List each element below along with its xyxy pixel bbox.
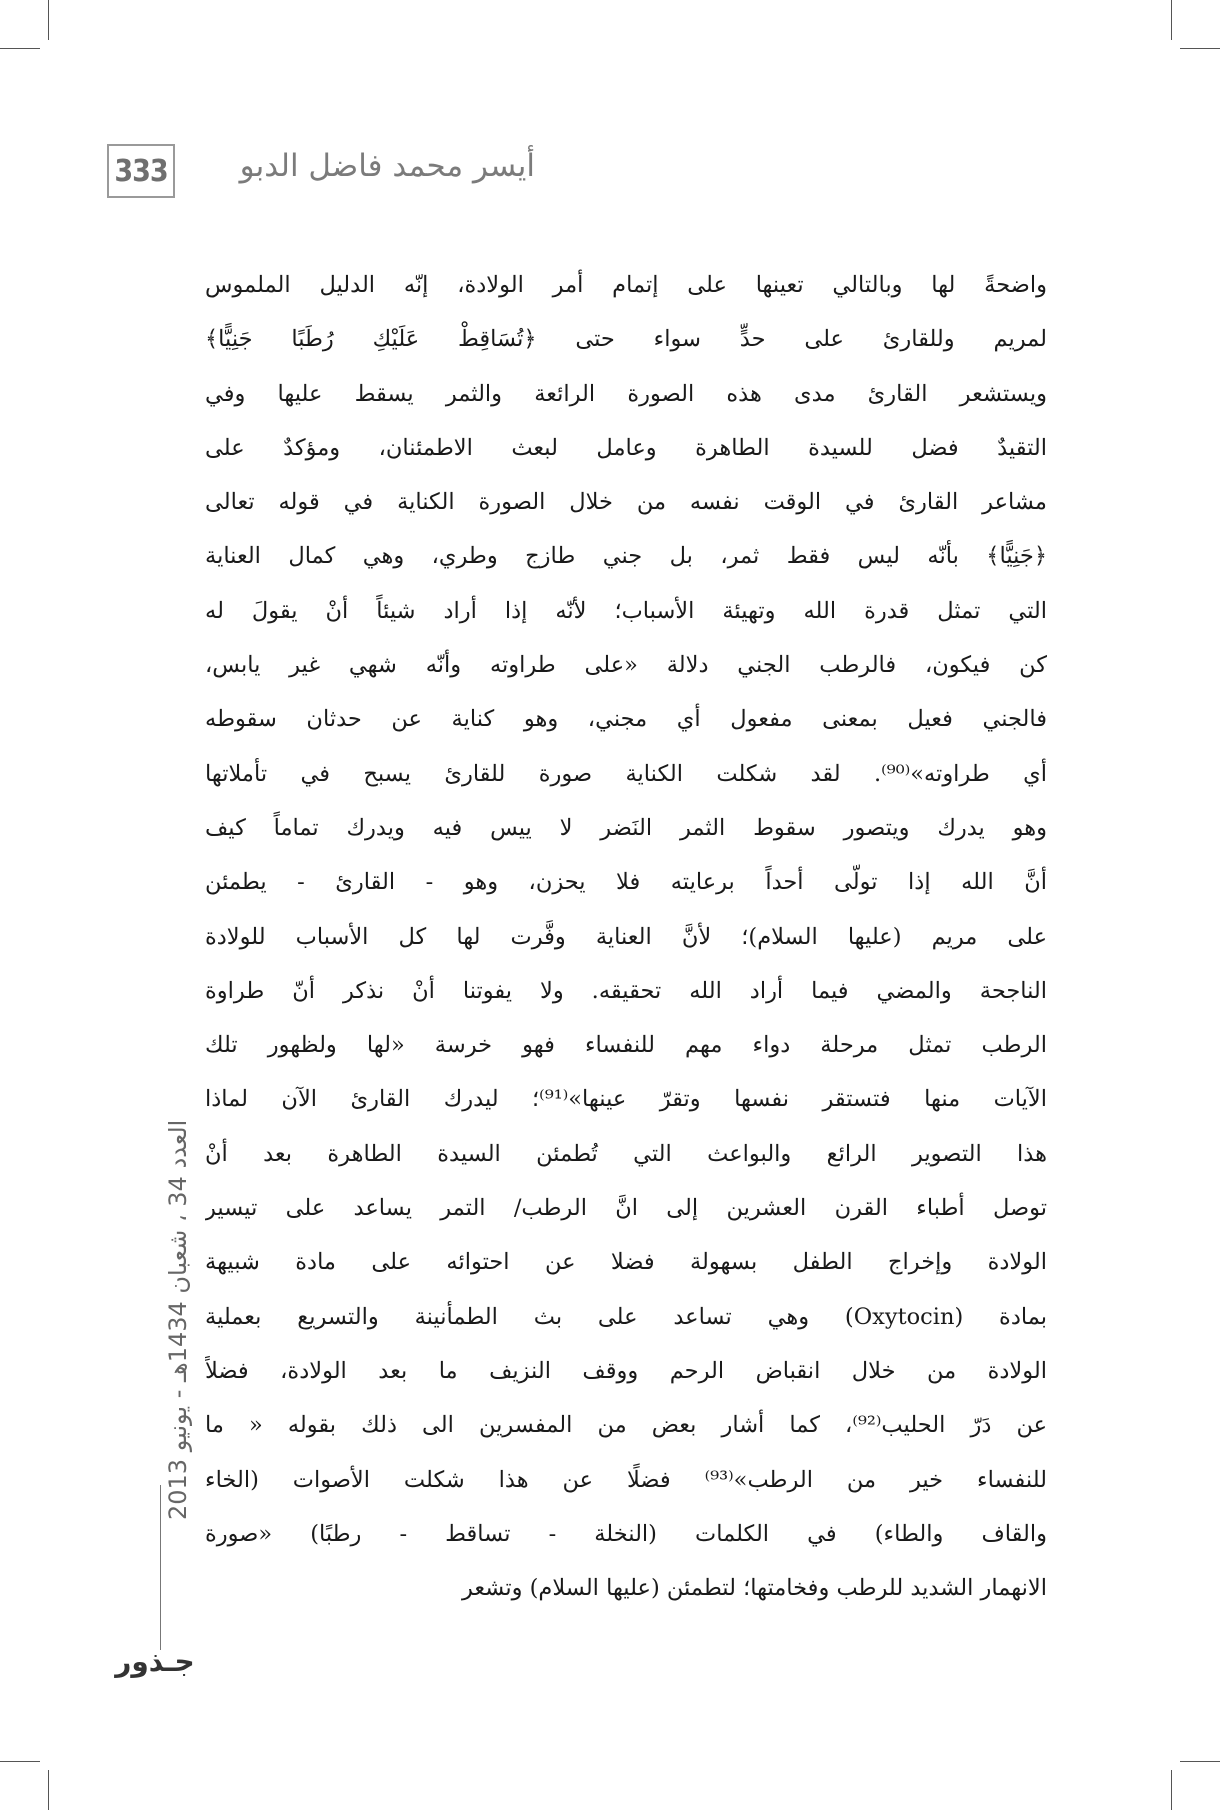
body-line: ﴿جَنِيًّا﴾ بأنّه ليس فقط ثمر، بل جني طازج وطري، وهي كمال العناية [205, 543, 1047, 570]
crop-mark [0, 48, 40, 49]
crop-mark [1171, 1770, 1172, 1810]
article-body [205, 258, 1047, 1615]
body-line: الانهمار الشديد للرطب وفخامتها؛ لتطمئن (عليها السلام) وتشعر [462, 1575, 1047, 1602]
body-line: مشاعر القارئ في الوقت نفسه من خلال الصورة الكناية في قوله تعالى [205, 489, 1047, 516]
side-divider [160, 1485, 161, 1650]
body-line: بمادة (Oxytocin) وهي تساعد على بث الطمأنينة والتسريع بعملية [205, 1303, 1047, 1330]
body-line: واضحةً لها وبالتالي تعينها على إتمام أمر الولادة، إنّه الدليل الملموس [205, 272, 1047, 298]
body-line: فالجني فعيل بمعنى مفعول أي مجني، وهو كناية عن حدثان سقوطه [205, 706, 1047, 733]
body-line: الولادة من خلال انقباض الرحم ووقف النزيف ما بعد الولادة، فضلاً [205, 1357, 1047, 1384]
body-line: أنَّ الله إذا تولّى أحداً برعايته فلا يحزن، وهو - القارئ - يطمئن [205, 869, 1047, 896]
body-line: الولادة وإخراج الطفل بسهولة فضلا عن احتوائه على مادة شبيهة [205, 1249, 1047, 1276]
body-line: وهو يدرك ويتصور سقوط الثمر النَضر لا ييس فيه ويدرك تماماً كيف [205, 814, 1047, 841]
journal-logo: جـذور [115, 1644, 195, 1678]
issue-caption: العدد 34 ، شعبان 1434هـ - يونيو 2013 [164, 1119, 192, 1520]
body-line: على مريم (عليها السلام)؛ لأنَّ العناية وفَّرت لها كل الأسباب للولادة [205, 923, 1047, 950]
body-line: الناجحة والمضي فيما أراد الله تحقيقه. ولا يفوتنا أنْ نذكر أنّ طراوة [205, 977, 1047, 1004]
body-line: التي تمثل قدرة الله وتهيئة الأسباب؛ لأنّه إذا أراد شيئاً أنْ يقولَ له [205, 597, 1047, 624]
body-line: ويستشعر القارئ مدى هذه الصورة الرائعة والثمر يسقط عليها وفي [205, 380, 1047, 407]
body-line: والقاف والطاء) في الكلمات (النخلة - تساقط - رطبًا) «صورة [205, 1520, 1047, 1547]
crop-mark [1180, 1761, 1220, 1762]
body-line: التقيدٌ فضل للسيدة الطاهرة وعامل لبعث الاطمئنان، ومؤكدٌ على [205, 434, 1047, 461]
body-line: عن دَرّ الحليب⁽⁹²⁾، كما أشار بعض من المفسرين الى ذلك بقوله « ما [205, 1412, 1047, 1439]
body-line: توصل أطباء القرن العشرين إلى انَّ الرطب/ التمر يساعد على تيسير [205, 1195, 1047, 1222]
body-line: كن فيكون، فالرطب الجني دلالة «على طراوته وأنّه شهي غير يابس، [205, 652, 1047, 679]
body-line: الآيات منها فتستقر نفسها وتقرّ عينها»⁽⁹¹⁾؛ ليدرك القارئ الآن لماذا [205, 1086, 1047, 1113]
crop-mark [0, 1761, 40, 1762]
body-line: لمريم وللقارئ على حدٍّ سواء حتى ﴿تُسَاقِطْ عَلَيْكِ رُطَبًا جَنِيًّا﴾ [205, 326, 1047, 353]
body-line: للنفساء خير من الرطب»⁽⁹³⁾ فضلًا عن هذا شكلت الأصوات (الخاء [205, 1466, 1047, 1493]
body-line: الرطب تمثل مرحلة دواء مهم للنفساء فهو خرسة «لها ولظهور تلك [205, 1032, 1047, 1059]
crop-mark [1180, 48, 1220, 49]
body-line: هذا التصوير الرائع والبواعث التي تُطمئن السيدة الطاهرة بعد أنْ [205, 1140, 1047, 1167]
body-line: أي طراوته»⁽⁹⁰⁾. لقد شكلت الكناية صورة للقارئ يسبح في تأملاتها [205, 760, 1047, 787]
crop-mark [1171, 0, 1172, 40]
crop-mark [48, 1770, 49, 1810]
crop-mark [48, 0, 49, 40]
running-head-author: أيسر محمد فاضل الدبو [239, 148, 535, 184]
page-number: 333 [107, 144, 175, 198]
